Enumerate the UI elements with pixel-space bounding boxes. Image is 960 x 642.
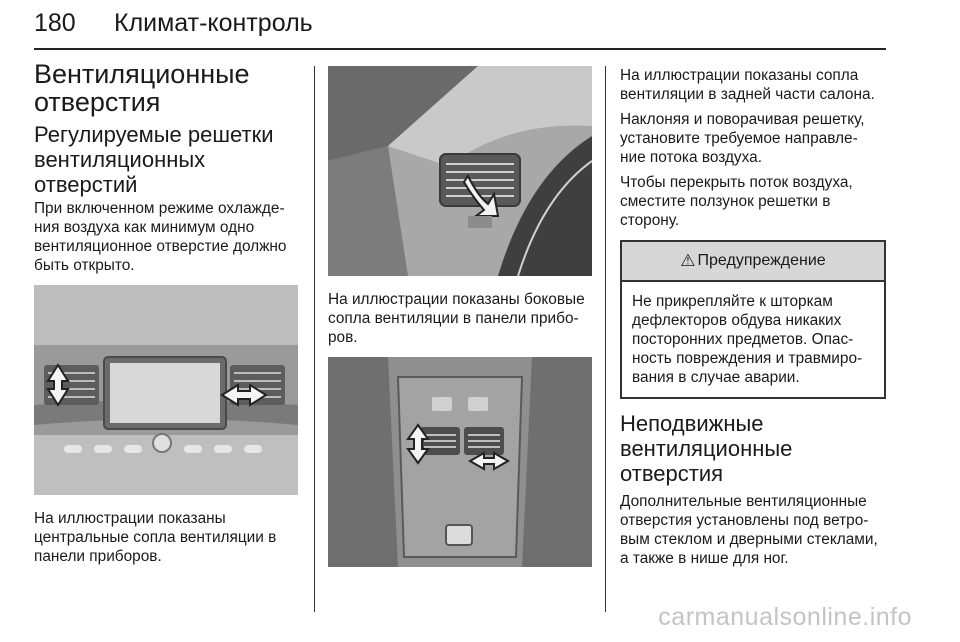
caption-line: центральные сопла вентиляции в [34,529,277,546]
center-vents-illustration [34,285,298,495]
caption-line: На иллюстрации показаны боковые [328,291,585,308]
warning-text [622,282,884,397]
body-paragraph [620,173,886,230]
caption-line: ров. [328,329,358,346]
text-line: При включенном режиме охлажде- [34,200,285,217]
heading-line: Неподвижные [620,411,764,436]
text-line: вентиляционное отверстие должно [34,238,287,255]
rear-vents-illustration [328,357,592,567]
text-line: сторону. [620,212,680,229]
heading-line: Регулируемые решетки [34,122,274,147]
caption-line: панели приборов. [34,548,162,565]
heading-line: вентиляционных [34,147,206,172]
text-line: На иллюстрации показаны сопла [620,67,859,84]
heading-line: отверстия [620,461,724,486]
text-line: дефлекторов обдува никаких [632,312,842,329]
column-divider [605,66,606,612]
text-line: вым стеклом и дверными стеклами, [620,531,878,548]
text-line: вентиляции в задней части салона. [620,86,875,103]
text-line: Дополнительные вентиляционные [620,493,867,510]
section-heading [34,122,300,197]
text-line: Наклоняя и поворачивая решетку, [620,111,865,128]
caption-line: сопла вентиляции в панели прибо- [328,310,579,327]
watermark[interactable]: carmanualsonline.info [658,603,912,631]
column-divider [314,66,315,612]
text-line: Чтобы перекрыть поток воздуха, [620,174,853,191]
figure-caption [34,509,300,566]
body-paragraph [620,492,886,568]
page-number: 180 [34,9,76,37]
column-1 [34,60,300,566]
warning-box [620,240,886,399]
title-line: отверстия [34,87,161,117]
warning-icon: ⚠ [680,251,696,270]
page-title [34,60,300,116]
figure-caption [328,290,592,347]
text-line: быть открыто. [34,257,135,274]
heading-line: вентиляционные [620,436,793,461]
text-line: сместите ползунок решетки в [620,193,831,210]
text-line: ние потока воздуха. [620,149,762,166]
heading-line: отверстий [34,172,138,197]
body-paragraph [620,66,886,104]
caption-line: На иллюстрации показаны [34,510,226,527]
column-2 [328,66,592,567]
body-paragraph [34,199,300,275]
text-line: отверстия установлены под ветро- [620,512,869,529]
section-title: Климат-контроль [114,9,313,37]
body-paragraph [620,110,886,167]
warning-title: Предупреждение [697,252,826,269]
text-line: ния воздуха как минимум одно [34,219,255,236]
text-line: установите требуемое направле- [620,130,858,147]
page-header [34,6,886,46]
side-vents-illustration [328,66,592,276]
text-line: Не прикрепляйте к шторкам [632,293,833,310]
text-line: вания в случае аварии. [632,369,800,386]
warning-header [622,242,884,282]
header-divider [34,48,886,50]
text-line: посторонних предметов. Опас- [632,331,854,348]
section-heading [620,411,886,486]
title-line: Вентиляционные [34,59,250,89]
text-line: ность повреждения и травмиро- [632,350,863,367]
text-line: а также в нише для ног. [620,550,789,567]
column-3 [620,66,886,568]
